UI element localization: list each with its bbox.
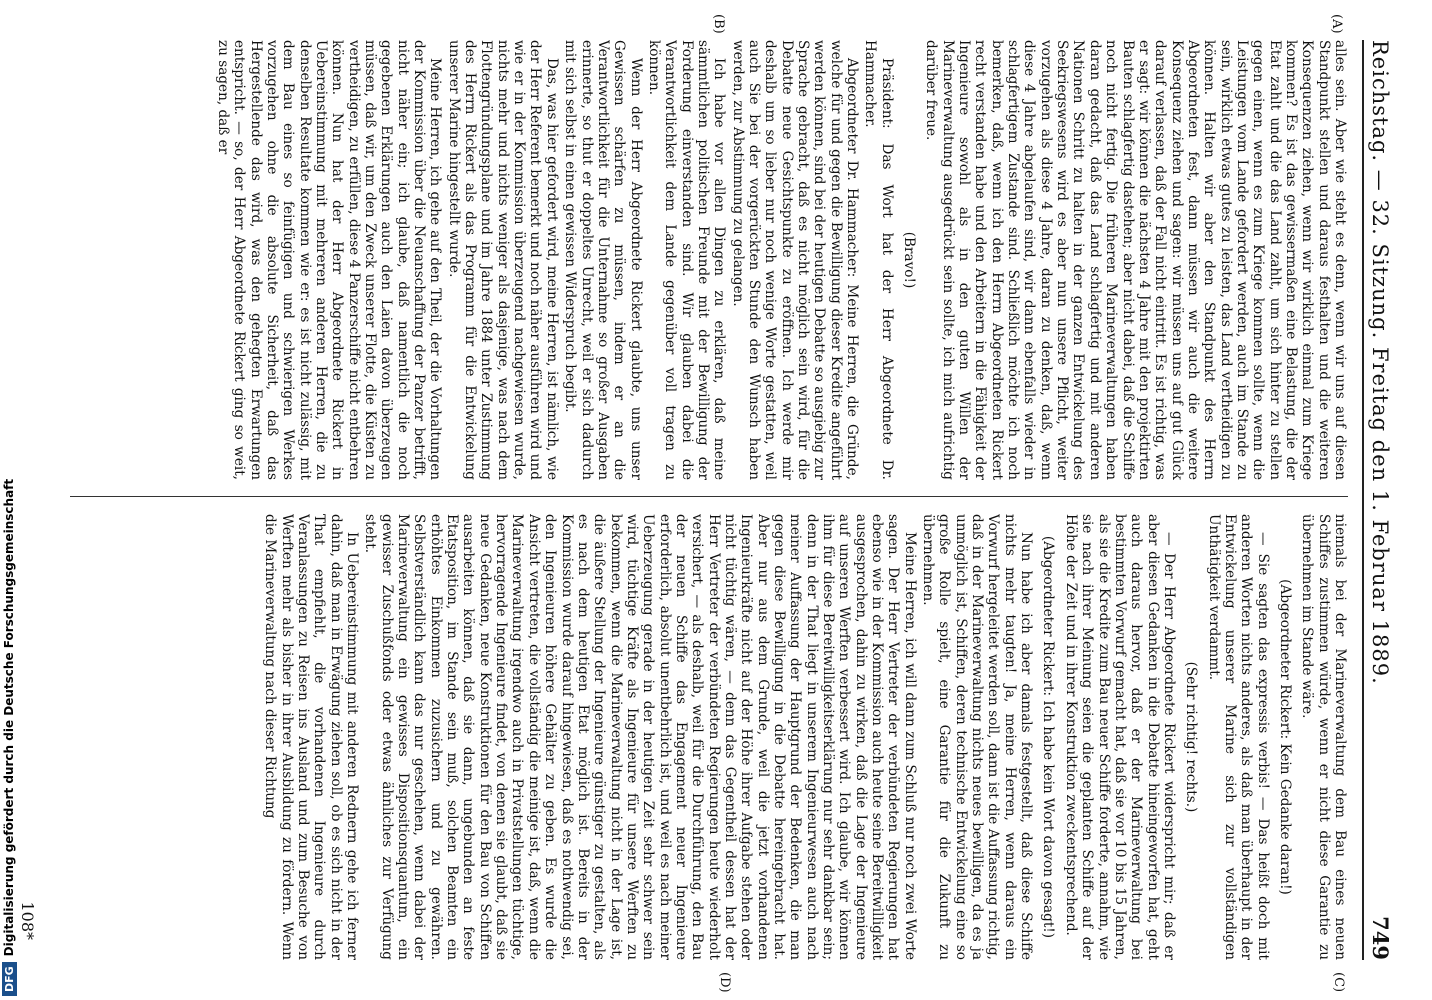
interjection: (Abgeordneter Rickert: Kein Gedanke daran!)	[1276, 579, 1293, 895]
dfg-logo-icon: DFG	[2, 962, 17, 996]
left-column	[64, 40, 1348, 480]
sheet-signature: 108*	[18, 901, 37, 940]
paragraph: Abgeordneter Dr. Hammacher: Meine Herren, die Gründe, welche für und gegen die Bewilligung dieser Kredite angeführt werden können, sind bei der heutigen Debatte so ausgiebig zur Sprache gebracht, daß es nicht möglich sein wird, für die Debatte neue Gesichtspunkte zu eröffnen. Ich werde mir deshalb um so lieber nur noch wenige Worte gestatten, weil auch Sie bei der vorgerückten Stunde den Wunsch haben werden, zur Abstimmung zu gelangen.	[729, 40, 861, 480]
paragraph: Meine Herren, ich gehe auf den Theil, der die Vorhaltungen der Kommission über die Neuanschaffung der Panzer betrifft, nicht näher ein; ich glaube, daß namentlich die noch gegebenen Erklärungen auch den Laien davon überzeugen müssen, daß wir, um den Zweck unserer Flotte, die Küsten zu vertheidigen, zu erfüllen, diese 4 Panzerschiffe nicht entbehren können. Nun hat der Herr Abgeordnete Rickert in Uebereinstimmung mit mehreren anderen Herren, die zu denselben Resultate kommen wie er: es ist nicht zulässig, mit dem Bau eines so feinfügigen und schwierigen Werkes vorzugehen ohne die absolute Sicherheit, daß das Hergestellende das wird, was den gehegten Erwartungen entspricht. — so, der Herr Abgeordnete Rickert ging so weit, zu sagen, daß er	[214, 40, 444, 480]
paragraph-speaker: Präsident: Das Wort hat der Herr Abgeordnete Dr. Hammacher.	[862, 40, 895, 480]
paragraph: — Sie sagten das expressis verbis! — Das heißt doch mit anderen Worten nichts anderes, als daß man überhaupt in der Entwickelung unserer Marine sich zur vollständigen Unthätigkeit verdammt.	[1205, 514, 1271, 960]
right-column	[64, 514, 1348, 960]
column-divider	[70, 496, 1348, 497]
margin-marker-b: (B)	[711, 14, 726, 34]
paragraph: Nun habe ich aber damals festgestellt, daß diese Schiffe nichts mehr taugten! Ja, meine Herren, wenn daraus ein Vorwurf hergeleitet werden soll, dann ist die Auffassung richtig, daß in der Marineverwaltung nichts neues bewilligen, da es ja unmöglich ist, Schiffen, deren technische Entwickelung eine so große Rolle spielt, eine Garantie für die Zukunft zu übernehmen.	[920, 514, 1035, 960]
running-head	[1362, 40, 1398, 960]
paragraph: Wenn der Herr Abgeordnete Rickert glaubte, uns unser Gewissen schärfen zu müssen, indem er an die Verantwortlichkeit für die Unternahme so großer Ausgaben erinnerte, so thut er doppeltes Unrecht, weil er sich dadurch mit sich selbst in einen gewissen Widerspruch begibt.	[562, 40, 644, 480]
interjection: (Abgeordneter Rickert: Ich habe kein Wort davon gesagt!)	[1040, 535, 1057, 939]
credit-text: Digitalisierung gefördert durch die Deutsche Forschungsgemeinschaft	[2, 478, 16, 957]
page-header-title: Reichstag. — 32. Sitzung. Freitag den 1. Februar 1889.	[1368, 40, 1392, 685]
paragraph: alles sein. Aber wie steht es denn, wenn wir uns auf diesen Standpunkt stellen und daraus festhalten und die weiteren Konsequenzen ziehen, wenn wir wirklich einmal zum Kriege kommen? Es ist das gewissermaßen eine Belastung, die der Etat zahlt und die das Land zahlt, um sich hinter zu stellen gegen einen, wenn es zum Kriege kommen sollte, wenn die Leistungen vom Lande gefordert werden, auch im Stande zu sein, wirklich etwas gutes zu leisten, das Land vertheidigen zu können. Halten wir aber den Standpunkt des Herrn Abgeordneten fest, dann müssen wir auch die weitere Konsequenz ziehen und sagen: wir müssen uns auf gut Glück darauf verlassen, daß der Fall nicht eintritt. Es ist richtig, was er sagt: wir können die nächsten 4 Jahre mit den projektirten Bauten schlagfertig dastehen; aber nicht dabei, daß die Schiffe noch nicht fertig. Die früheren Marineverwaltungen haben daran gedacht, daß das Land schlagfertig und mit anderen Nationen Schritt zu halten in der ganzen Entwickelung des Seekriegswesens wird es aber nun unsere Pflicht, weiter vorzugehen als diese 4 Jahre, daran zu denken, daß, wenn diese 4 Jahre abgelaufen sind, wir dann ebenfalls wieder in schlagfertigem Zustande sind. Schließlich möchte ich noch bemerken, daß, wenn ich den Herrn Abgeordneten Rickert recht verstanden habe und den Arbeitern in die Fähigkeit der Ingenieure sowohl als in den guten Willen der Marineverwaltung ausgedrückt sein sollte, ich mich aufrichtig darüber freue.	[923, 40, 1348, 480]
paragraph: Das, was hier gefordert wird, meine Herren, ist nämlich, wie der Herr Referent bemerkt und noch näher ausführen wird und wie er in der Kommission überzeugend nachgewiesen wurde, nichts mehr und nichts weniger als dasjenige, was nach dem Flottengründungsplane und im Jahre 1884 unter Zustimmung des Herrn Rickert als das Programm für die Entwickelung unserer Marine hingestellt wurde.	[445, 40, 560, 480]
paragraph: In Uebereinstimmung mit anderen Rednern gehe ich ferner dahin, daß man in Erwägung ziehen soll, ob es sich nicht in der That empfiehlt, die vorhandenen Ingenieure durch Veranlassungen zu Reisen ins Ausland und zum Besuche von Werften mehr als bisher in ihrer Ausbildung zu fördern. Wenn die Marineverwaltung nach dieser Richtung	[262, 514, 361, 960]
margin-marker-a: (A)	[1329, 14, 1344, 34]
paragraph: Meine Herren, ich will dann zum Schluß nur noch zwei Worte sagen. Der Herr Vertreter der verbündeten Regierungen hat ebenso wie in der Kommission auch heute seine Bereitwilligkeit ausgesprochen, dahin zu wirken, daß die Lage der Ingenieure auf unseren Werften verbessert wird. Ich glaube, wir können ihm für diese Bereitwilligkeitserklärung nur sehr dankbar sein; denn in der That liegt in unserem Ingenieurwesen auch nach meiner Auffassung der Hauptgrund der Bedenken, die man gegen diese Bewilligung in die Debatte hereingebracht hat. Aber nur aus dem Grunde, weil die jetzt vorhandenen Ingenieurkräfte nicht auf der Höhe ihrer Aufgabe stehen oder nicht tüchtig wären, — denn das Gegentheil dessen hat der Herr Vertreter der verbündeten Regierungen heute wiederholt versichert, — als deshalb, weil für die Durchführung, den Bau der neuen Schiffe das Engagement neuer Ingenieure erforderlich, absolut unentbehrlich ist, und weil es nach meiner Ueberzeugung gerade in der heutigen Zeit sehr schwer sein wird, tüchtige Kräfte als Ingenieure für unsere Werften zu bekommen, wenn die Marineverwaltung nicht in der Lage ist, die äußere Stellung der Ingenieure günstiger zu gestalten, als es nach dem heutigen Etat möglich ist. Bereits in der Kommission wurde darauf hingewiesen, daß es nothwendig sei, den Ingenieuren höhere Gehälter zu geben. Es wurde die Ansicht vertreten, die vollständig die meinige ist, daß, wenn die Marineverwaltung irgendwo auch in Privatstellungen tüchtige, hervorragende Ingenieure findet, von denen sie glaubt, daß sie neue Gedanken, neue Konstruktionen für den Bau von Schiffen ausarbeiten können, daß sie dann, ungebunden an feste Etatsposition, im Stande sein muß, solchen Beamten ein erhöhtes Einkommen zuzusichern und zu gewähren. Selbstverständlich kann das nur geschehen, wenn dabei der Marineverwaltung ein gewisses Dispositionsquantum, ein gewisser Zuschußfonds oder etwas ähnliches zur Verfügung steht.	[362, 514, 918, 960]
paragraph: Ich habe vor allen Dingen zu erklären, daß meine sämmtlichen politischen Freunde mit der Bewilligung der Forderung einverstanden sind. Wir glauben dabei die Verantwortlichkeit dem Lande gegenüber voll tragen zu können.	[645, 40, 728, 480]
margin-marker-c: (C)	[1331, 972, 1346, 993]
paragraph: — Der Herr Abgeordnete Rickert widerspricht mir; daß er aber diesen Gedanken in die Debatte hineingeworfen hat, geht auch daraus hervor, daß er der Marineverwaltung bei bestimmten Vorwurf gemacht hat, daß sie vor 10 bis 15 Jahren, als sie die Kredite zum Bau neuer Schiffe forderte, annahm, wie sie nach ihrer Meinung seien die geplanten Schiffe auf der Höhe der Zeit und in ihrer Konstruktion zweckentsprechend.	[1062, 514, 1177, 960]
digitization-credit	[2, 479, 17, 996]
margin-marker-d: (D)	[717, 972, 732, 993]
paragraph: niemals bei der Marineverwaltung dem Bau eines neuen Schiffes zustimmen würde, wenn er nicht diese Garantie zu übernehmen im Stande wäre.	[1299, 514, 1348, 960]
interjection: (Bravo!)	[901, 231, 918, 289]
page-number: 749	[1368, 916, 1393, 960]
interjection: (Sehr richtig! rechts.)	[1183, 661, 1200, 813]
